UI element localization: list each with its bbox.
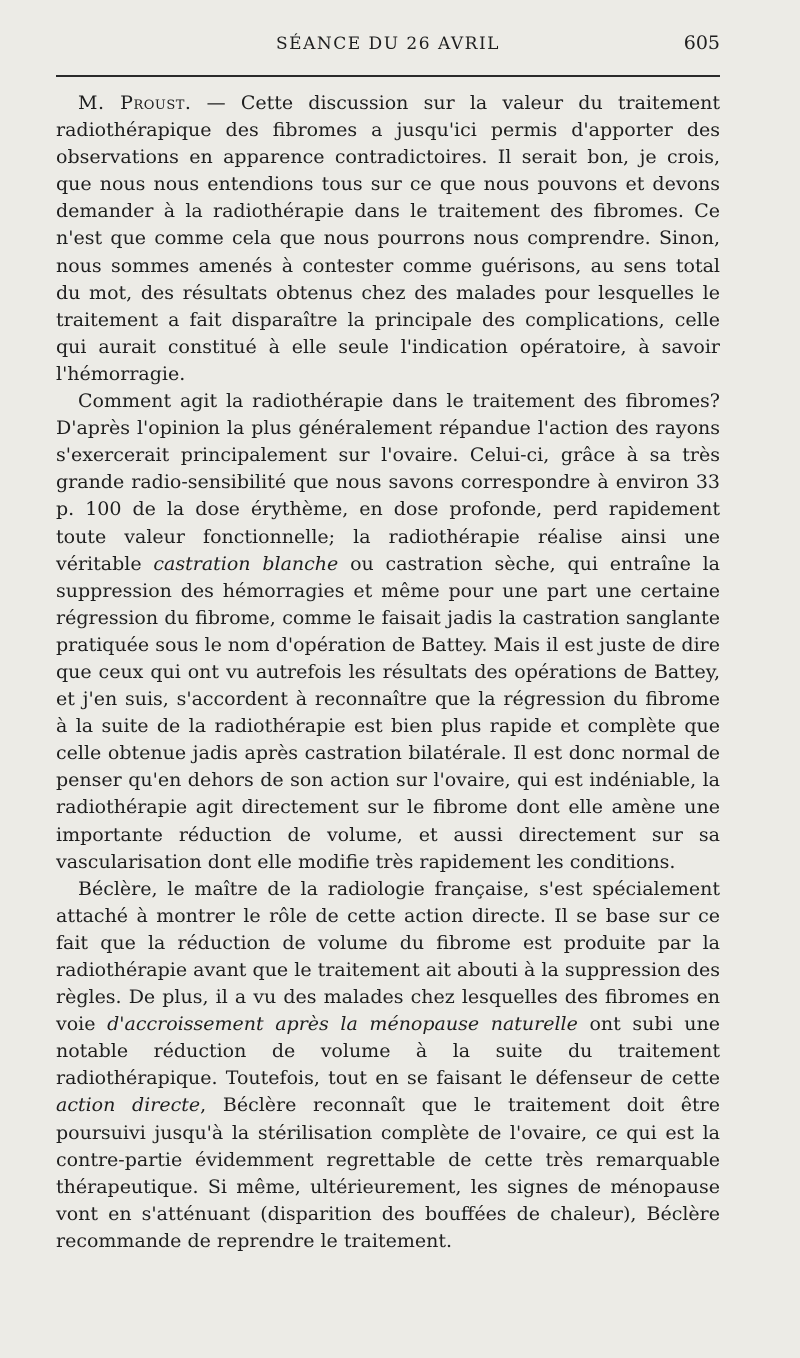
paragraph-text: ont subi une notable réduction de volume à la suite du traitement radiothérapique. Toutefois, tout en se faisant le défenseur de cette	[56, 1013, 720, 1090]
paragraph-text: ou castration sèche, qui entraîne la suppression des hémorragies et même pour une part une certaine régression du fibrome, comme le faisait jadis la castration sanglante pratiquée sous le nom d'opération de Battey. Mais il est juste de dire que ceux qui ont vu autrefois les résultats des opérations de Battey, et j'en suis, s'accordent à reconnaître que la régression du fibrome à la suite de la radiothérapie est bien plus rapide et complète que celle obtenue jadis après castration bilatérale. Il est donc normal de penser qu'en dehors de son action sur l'ovaire, qui est indéniable, la radiothérapie agit directement sur le fibrome dont elle amène une importante réduction de volume, et aussi directement sur sa vascularisation dont elle modifie très rapidement les conditions.	[56, 552, 721, 873]
running-head	[56, 30, 720, 64]
paragraph-text: Béclère, le maître de la radiologie française, s'est spécialement attaché à montrer le rôle de cette action directe. Il se base sur ce fait que la réduction de volume du fibrome est produite par la radiothérapie avant que le traitement ait abouti à la suppression des règles. De plus, il a vu des malades chez lesquelles des fibromes en voie	[56, 877, 720, 1036]
header-rule	[56, 75, 720, 77]
italic-term: action directe	[56, 1094, 201, 1117]
italic-term: castration blanche	[153, 552, 339, 575]
italic-term: d'accroissement après la ménopause naturelle	[107, 1013, 578, 1036]
paragraph-text: — Cette discussion sur la valeur du traitement radiothérapique des fibromes a jusqu'ici permis d'apporter des observations en apparence contradictoires. Il serait bon, je crois, que nous nous entendions tous sur ce que nous pouvons et devons demander à la radiothérapie dans le traitement des fibromes. Ce n'est que comme cela que nous pourrons nous comprendre. Sinon, nous sommes amenés à contester comme guérisons, au sens total du mot, des résultats obtenus chez des malades pour lesquelles le traitement a fait disparaître la principale des complications, celle qui aurait constitué à elle seule l'indication opératoire, à savoir l'hémorragie.	[56, 92, 720, 385]
speaker-name: M. Proust.	[78, 92, 192, 114]
paragraph-mechanism	[56, 388, 720, 876]
paragraph-beclere	[56, 876, 720, 1255]
running-title: SÉANCE DU 26 AVRIL	[276, 34, 500, 54]
paragraph-text: Comment agit la radiothérapie dans le traitement des fibromes? D'après l'opinion la plus généralement répandue l'action des rayons s'exercerait principalement sur l'ovaire. Celui-ci, grâce à sa très grande radio-sensibilité que nous savons correspondre à environ 33 p. 100 de la dose érythème, en dose profonde, perd rapidement toute valeur fonctionnelle; la radiothérapie réalise ainsi une véritable	[56, 390, 720, 575]
paragraph-proust	[56, 90, 720, 388]
page-number: 605	[683, 32, 720, 54]
body-text	[56, 90, 720, 1255]
paragraph-text: , Béclère reconnaît que le traitement doit être poursuivi jusqu'à la stérilisation complète de l'ovaire, ce qui est la contre-partie évidemment regrettable de cette très remarquable thérapeutique. Si même, ultérieurement, les signes de ménopause vont en s'atténuant (disparition des bouffées de chaleur), Béclère recommande de reprendre le traitement.	[56, 1094, 721, 1252]
